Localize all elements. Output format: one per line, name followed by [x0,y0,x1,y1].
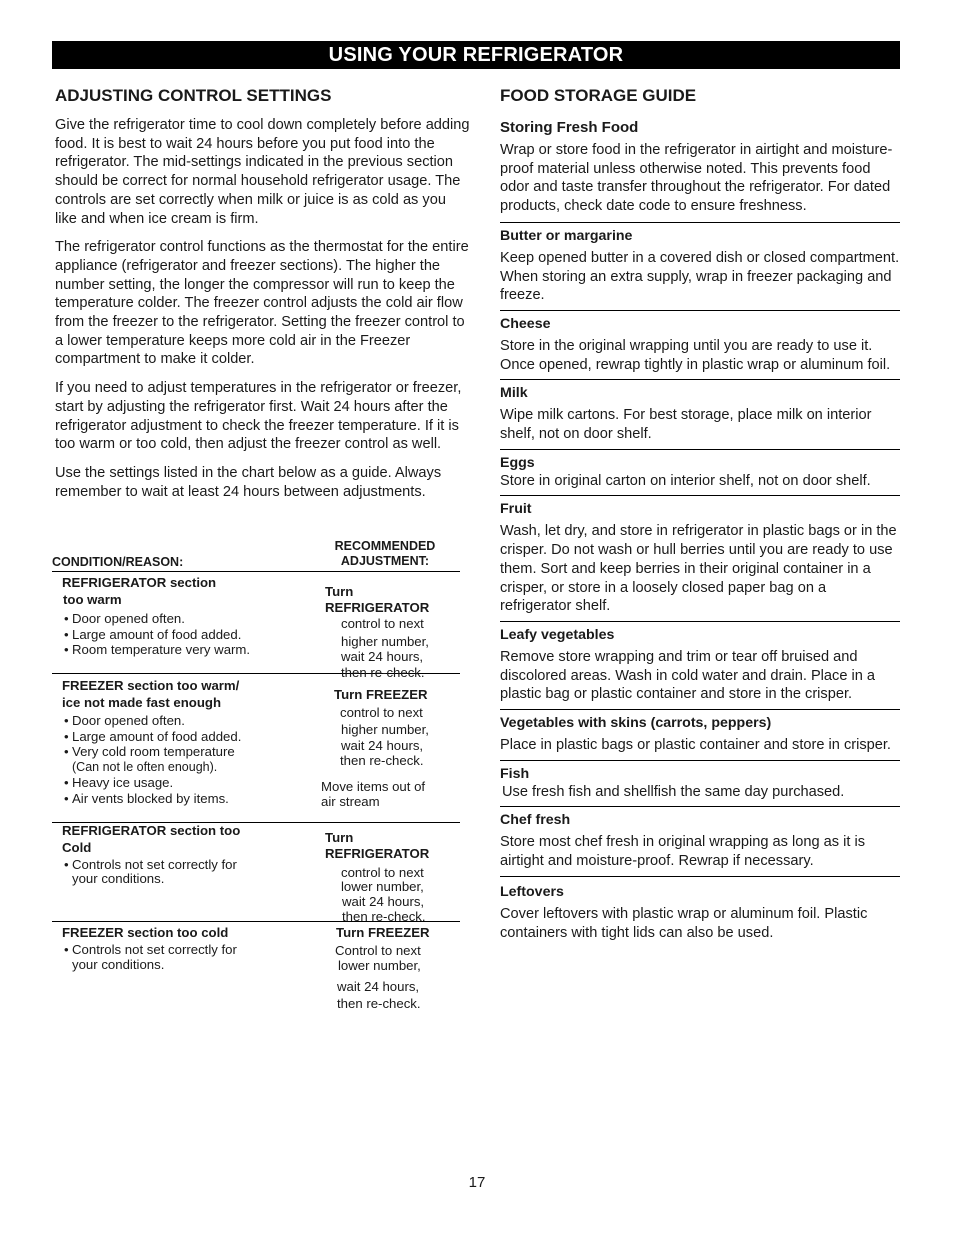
condition-title: FREEZER section too warm/ [62,678,240,693]
adjustment-cell [314,687,456,810]
adjustment-line: air stream [321,794,380,809]
food-item-description: Store in the original wrapping until you are ready to use it. Once opened, rewrap tightly in plastic wrap or aluminum foil. [500,337,891,373]
header-line: ADJUSTMENT: [340,554,430,568]
adjustment-line: wait 24 hours, [341,649,424,664]
food-item-description: Cover leftovers with plastic wrap or aluminum foil. Plastic containers with tight lids can also be used. [500,905,868,941]
adjustment-line: wait 24 hours, [341,737,424,753]
page-banner-title: USING YOUR REFRIGERATOR [52,41,900,69]
adjustment-cell [314,925,456,1012]
food-item-name: Eggs [500,454,535,471]
table-row [52,922,460,1022]
food-item-chef-fresh [500,806,900,875]
food-item-description: Use fresh fish and shellfish the same day purchased. [502,783,845,800]
condition-title: Cold [62,839,92,855]
food-item-butter [500,222,900,310]
food-item-description: Place in plastic bags or plastic container and store in crisper. [500,737,891,754]
food-item-name: Milk [500,385,528,402]
food-item-description: Keep opened butter in a covered dish or closed compartment. When storing an extra supply, wrap in freezer packaging and freeze. [500,249,900,304]
bullet-item: • Controls not set correctly for [64,857,237,872]
condition-cell [62,925,312,972]
paragraph: If you need to adjust temperatures in the refrigerator or freezer, start by adjusting the refrigerator first. Wait 24 hours after the refrigerator adjustment to check the freezer temperature. If it is too warm or too cold, then adjust the freezer control as well. [55,380,462,453]
condition-cell [62,678,312,806]
food-item-name: Butter or margarine [500,227,633,244]
adjustment-line: then re-check. [341,664,425,680]
food-item-eggs [500,449,900,496]
adjustment-line: control to next [340,704,423,720]
food-item-name: Vegetables with skins (carrots, peppers) [500,715,772,732]
subheading-storing-fresh-food: Storing Fresh Food [500,119,639,136]
paragraph: Use the settings listed in the chart below as a guide. Always remember to wait at least 24 hours between adjustments. [55,464,442,500]
adjustment-line: Turn REFRIGERATOR [325,584,430,615]
food-item-milk [500,379,900,448]
food-item-leftovers [500,876,900,947]
page-number: 17 [468,1174,486,1191]
bullet-item: • Door opened often. [64,713,185,728]
condition-cell [62,823,312,885]
table-row [52,823,460,922]
paragraph: Give the refrigerator time to cool down completely before adding food. It is best to wait 24 hours before you put food into the refrigerator. The mid-settings indicated in the previous section should be correct for normal household refrigerator usage. The controls are set correctly when milk or juice is as cold as you like and when ice cream is firm. [55,117,470,227]
table-row [52,572,460,680]
condition-title: FREEZER section too cold [62,925,229,940]
condition-title: ice not made fast enough [62,694,222,710]
column-header-condition: CONDITION/REASON: [52,555,184,569]
bullet-item: • Room temperature very warm. [64,642,251,657]
adjustment-line: Turn FREEZER [336,925,430,940]
adjustment-cell [314,830,456,924]
food-item-description: Wipe milk cartons. For best storage, place milk on interior shelf, not on door shelf. [500,407,872,443]
bullet-item: • Heavy ice usage. [64,775,174,790]
adjustment-line: then re-check. [342,909,426,924]
adjustment-line: Turn FREEZER [334,687,428,702]
bullet-item: • Door opened often. [64,611,185,626]
bullet-item: • Very cold room temperature [64,744,235,759]
adjustment-line: control to next [341,616,424,631]
condition-title: REFRIGERATOR section too [62,823,241,838]
table-header [52,537,460,572]
adjustment-table [52,537,460,1022]
adjustment-line: lower number, [341,879,424,894]
food-item-name: Leafy vegetables [500,626,615,643]
bullet-item: your conditions. [72,956,165,972]
column-header-adjustment [314,539,456,569]
bullet-item: (Can not le often enough). [72,759,218,774]
food-item-fruit [500,495,900,621]
food-item-cheese [500,310,900,379]
table-row [52,674,460,823]
adjustment-line: wait 24 hours, [337,978,420,994]
adjustment-line: control to next [341,865,424,880]
adjustment-line: higher number, [341,722,429,737]
adjustment-line: Turn REFRIGERATOR [325,830,430,861]
section-heading-adjusting: ADJUSTING CONTROL SETTINGS [55,86,332,105]
bullet-item: • Large amount of food added. [64,626,242,642]
bullet-item: • Large amount of food added. [64,728,242,744]
food-item-name: Cheese [500,315,551,332]
intro-paragraph: Wrap or store food in the refrigerator in airtight and moisture-proof material unless otherwise noted. This prevents food odor and taste transfer throughout the refrigerator. For dated products, check date code to ensure freshness. [500,142,893,215]
food-item-vegetables-with-skins [500,709,900,760]
food-item-name: Chef fresh [500,812,571,829]
food-item-name: Fish [500,765,530,782]
adjustment-cell [314,584,456,680]
condition-title: REFRIGERATOR section [62,575,217,590]
food-item-description: Wash, let dry, and store in refrigerator in plastic bags or in the crisper. Do not wash or hull berries until you are ready to use them. Sort and keep berries in their original container in a crisper, or store in a loosely closed paper bag on a refrigerator shelf. [500,523,897,615]
bullet-item: • Controls not set correctly for [64,941,237,957]
food-item-description: Store most chef fresh in original wrapping as long as it is airtight and moisture-proof. Rewrap if necessary. [500,834,866,870]
condition-title: too warm [63,591,122,607]
food-storage-section [500,85,900,947]
adjustment-line: then re-check. [337,996,421,1011]
food-item-name: Leftovers [500,883,564,900]
condition-cell [62,575,312,658]
adjustment-line: wait 24 hours, [342,894,425,909]
food-item-description: Store in original carton on interior shelf, not on door shelf. [500,472,871,489]
adjustment-line: Control to next [335,942,421,958]
food-item-description: Remove store wrapping and trim or tear off bruised and discolored areas. Wash in cold water and drain. Place in a plastic bag or plastic container and store in the crisper. [500,648,876,703]
adjustment-line: higher number, [341,633,429,649]
bullet-item: • Air vents blocked by items. [64,790,229,806]
adjustment-line: then re-check. [340,753,424,768]
adjustment-line: lower number, [338,958,421,973]
section-heading-food-storage: FOOD STORAGE GUIDE [500,86,697,105]
paragraph: The refrigerator control functions as the thermostat for the entire appliance (refrigerator and freezer sections). The higher the number setting, the longer the compressor will run to keep the temperature colder. The freezer control adjusts the cold air flow from the freezer to the refrigerator. Setting the freezer control to a lower temperature keeps more cold air in the Freezer compartment to make it colder. [55,239,469,368]
food-item-leafy-vegetables [500,621,900,709]
adjusting-controls-section [55,85,470,501]
header-line: RECOMMENDED [334,539,436,553]
bullet-item: your conditions. [72,870,165,886]
food-item-name: Fruit [500,501,532,518]
food-item-fish [500,760,900,807]
adjustment-line: Move items out of [321,778,426,794]
